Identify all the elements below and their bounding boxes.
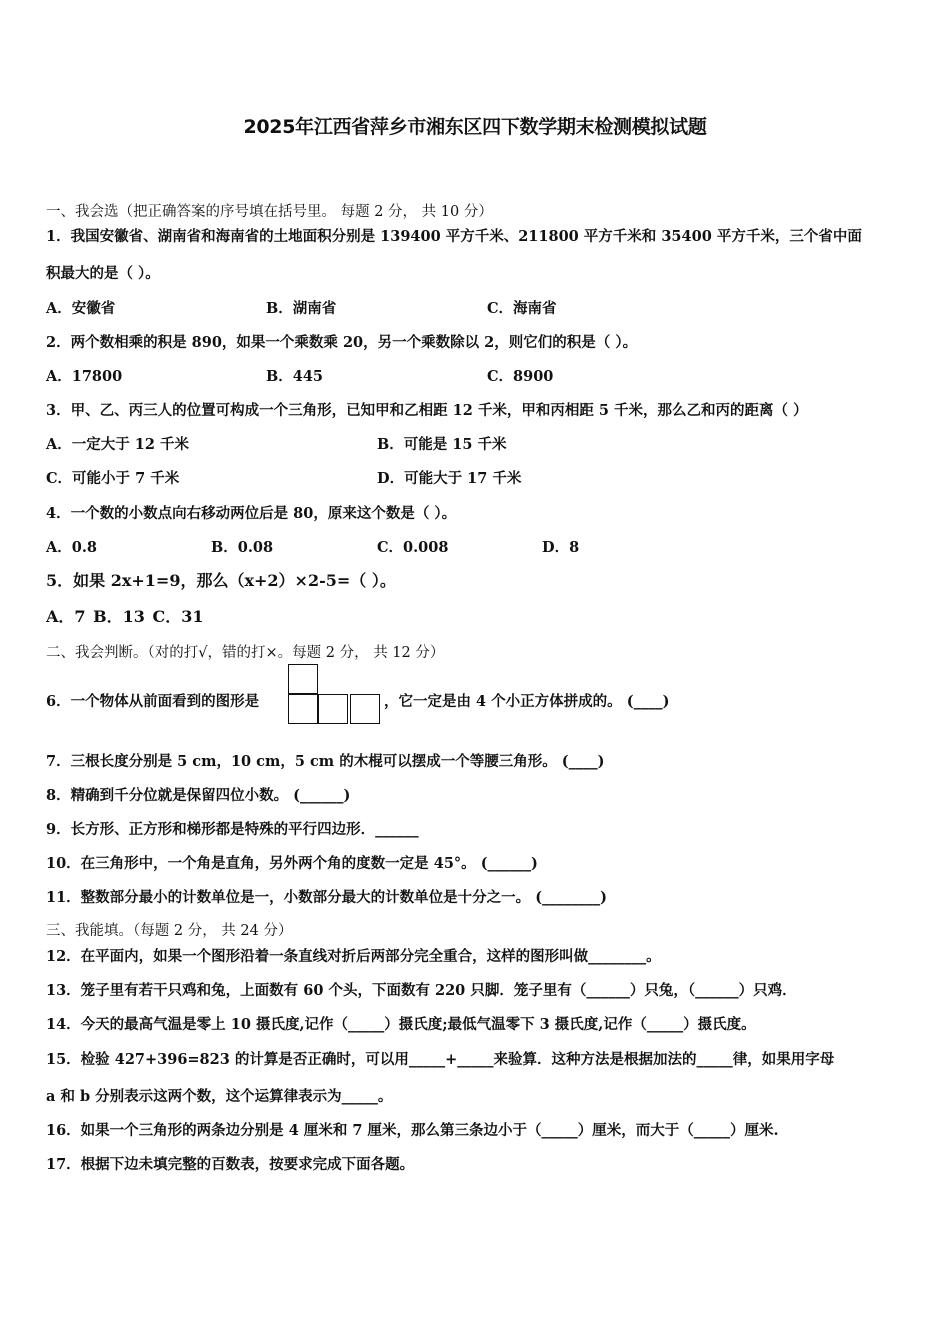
question-2: 2．两个数相乘的积是 890，如果一个乘数乘 20，另一个乘数除以 2，则它们的积是（ ）。 xyxy=(46,334,638,351)
q5-options: A．7 B．13 C．31 xyxy=(46,607,204,626)
front-view-figure xyxy=(288,664,382,726)
q4-option-a: A．0.8 xyxy=(46,539,97,556)
q3-option-a: A．一定大于 12 千米 xyxy=(46,436,190,453)
question-1-line-1: 1．我国安徽省、湖南省和海南省的土地面积分别是 139400 平方千米、211800 平方千米和 35400 平方千米，三个省中面 xyxy=(46,228,862,245)
q2-option-b: B．445 xyxy=(266,368,324,385)
question-1-line-2: 积最大的是（ ）。 xyxy=(46,265,160,282)
q1-option-a: A．安徽省 xyxy=(46,300,116,317)
figure-square-bottom-1 xyxy=(288,694,318,724)
section-3-heading: 三、我能填。（每题 2 分， 共 24 分） xyxy=(46,923,293,939)
q1-option-c: C．海南省 xyxy=(487,300,557,317)
question-14: 14．今天的最高气温是零上 10 摄氏度,记作（_____）摄氏度;最低气温零下 3 摄氏度,记作（_____）摄氏度。 xyxy=(46,1016,756,1033)
question-4: 4．一个数的小数点向右移动两位后是 80，原来这个数是（ ）。 xyxy=(46,505,457,522)
section-1-heading: 一、我会选（把正确答案的序号填在括号里。 每题 2 分， 共 10 分） xyxy=(46,204,493,220)
q2-option-a: A．17800 xyxy=(46,368,123,385)
question-13: 13．笼子里有若干只鸡和兔，上面数有 60 个头，下面数有 220 只脚．笼子里有（______）只兔，（______）只鸡． xyxy=(46,982,797,999)
q3-option-b: B．可能是 15 千米 xyxy=(377,436,507,453)
question-3: 3．甲、乙、丙三人的位置可构成一个三角形，已知甲和乙相距 12 千米，甲和丙相距 5 千米，那么乙和丙的距离（ ） xyxy=(46,402,808,419)
question-15-line-2: a 和 b 分别表示这两个数，这个运算律表示为_____。 xyxy=(46,1088,393,1105)
question-5: 5．如果 2x+1=9，那么（x+2）×2-5=（ ）。 xyxy=(46,571,396,590)
question-10: 10．在三角形中，一个角是直角，另外两个角的度数一定是 45°。 (______) xyxy=(46,855,538,872)
question-6-text-after: ，它一定是由 4 个小正方体拼成的。 (____) xyxy=(384,693,670,710)
question-17: 17．根据下边未填完整的百数表，按要求完成下面各题。 xyxy=(46,1156,415,1173)
q4-option-b: B．0.08 xyxy=(211,539,274,556)
q3-option-c: C．可能小于 7 千米 xyxy=(46,470,180,487)
figure-square-bottom-2 xyxy=(318,694,348,724)
q2-option-c: C．8900 xyxy=(487,368,554,385)
page-title: 2025年江西省萍乡市湘东区四下数学期末检测模拟试题 xyxy=(243,116,707,138)
q3-option-d: D．可能大于 17 千米 xyxy=(377,470,522,487)
section-2-heading: 二、我会判断。（对的打√，错的打×。每题 2 分， 共 12 分） xyxy=(46,645,445,661)
question-16: 16．如果一个三角形的两条边分别是 4 厘米和 7 厘米，那么第三条边小于（_____）厘米，而大于（_____）厘米. xyxy=(46,1122,779,1139)
question-15-line-1: 15．检验 427+396=823 的计算是否正确时，可以用_____+_____来验算．这种方法是根据加法的_____律，如果用字母 xyxy=(46,1051,835,1068)
question-9: 9．长方形、正方形和梯形都是特殊的平行四边形．______ xyxy=(46,821,419,838)
q1-option-b: B．湖南省 xyxy=(266,300,337,317)
q4-option-d: D．8 xyxy=(542,539,580,556)
question-7: 7．三根长度分别是 5 cm，10 cm，5 cm 的木棍可以摆成一个等腰三角形。 (____) xyxy=(46,753,605,770)
figure-square-top xyxy=(288,664,318,694)
question-6-text-before: 6．一个物体从前面看到的图形是 xyxy=(46,693,260,710)
question-8: 8．精确到千分位就是保留四位小数。 (______) xyxy=(46,787,351,804)
question-11: 11．整数部分最小的计数单位是一，小数部分最大的计数单位是十分之一。 (________) xyxy=(46,889,607,906)
q4-option-c: C．0.008 xyxy=(377,539,449,556)
question-12: 12．在平面内，如果一个图形沿着一条直线对折后两部分完全重合，这样的图形叫做________。 xyxy=(46,948,661,965)
figure-square-bottom-3 xyxy=(350,694,380,724)
